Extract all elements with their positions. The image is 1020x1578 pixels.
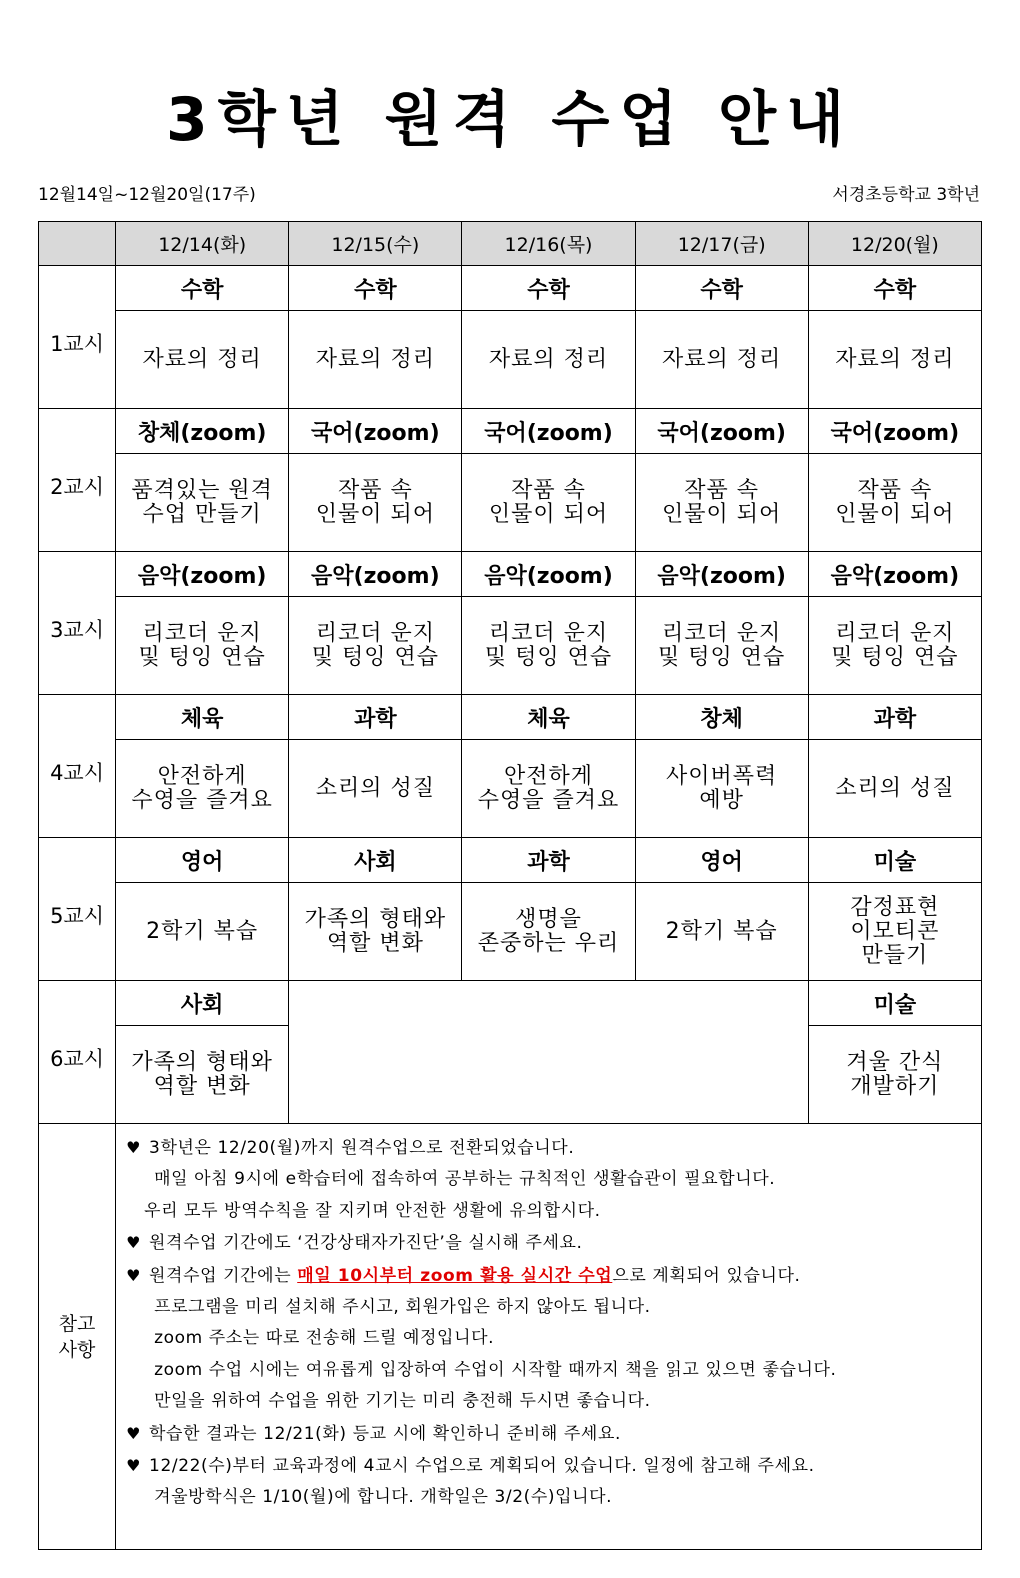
topic-line: 만들기 [861, 942, 929, 968]
note-line: zoom 수업 시에는 여유롭게 입장하여 수업이 시작할 때까지 책을 읽고 있으면 좋습니다. [154, 1359, 837, 1380]
topic-cell [289, 454, 462, 552]
note-line: 프로그램을 미리 설치해 주시고, 회원가입은 하지 않아도 됩니다. [154, 1297, 651, 1318]
topic-cell [635, 740, 808, 838]
topic-cell: 자료의 정리 [116, 311, 289, 409]
topic-cell [116, 597, 289, 695]
header-corner [39, 222, 116, 266]
topic-cell: 2학기 복습 [635, 883, 808, 981]
topic-line: 인물이 되어 [488, 501, 609, 527]
subject-cell: 체육 [462, 695, 635, 740]
topic-cell [808, 597, 981, 695]
subject-cell: 사회 [289, 838, 462, 883]
topic-line: 개발하기 [850, 1073, 940, 1099]
page-title: 3학년 원격 수업 안내 [165, 85, 855, 155]
subject-cell: 체육 [116, 695, 289, 740]
heart-icon: ♥ [126, 1138, 142, 1157]
topic-cell [808, 1026, 981, 1124]
subject-cell: 미술 [808, 981, 981, 1026]
topic-line: 겨울 간식 [846, 1049, 944, 1075]
topic-line: 리코더 운지 [315, 620, 435, 646]
schedule-table [38, 221, 982, 1550]
topic-row [39, 597, 982, 695]
note-line: 겨울방학식은 1/10(월)에 합니다. 개학일은 3/2(수)입니다. [154, 1487, 613, 1508]
topic-cell: 자료의 정리 [462, 311, 635, 409]
topic-row [39, 740, 982, 838]
note-line: 우리 모두 방역수칙을 잘 지키며 안전한 생활에 유의합시다. [144, 1200, 601, 1221]
subject-cell: 국어(zoom) [635, 409, 808, 454]
note-line: 매일 아침 9시에 e학습터에 접속하여 공부하는 규칙적인 생활습관이 필요합니다. [154, 1169, 776, 1190]
topic-line: 사이버폭력 [666, 763, 778, 789]
subject-cell: 과학 [289, 695, 462, 740]
subject-cell: 수학 [462, 266, 635, 311]
topic-cell: 2학기 복습 [116, 883, 289, 981]
topic-line: 예방 [699, 787, 744, 813]
subject-cell: 영어 [635, 838, 808, 883]
day-header: 12/15(수) [289, 222, 462, 266]
topic-line: 역할 변화 [153, 1073, 251, 1099]
period-label-text: 1교시 [50, 332, 104, 356]
topic-row [39, 454, 982, 552]
topic-line: 작품 속 [684, 477, 760, 503]
topic-line: 인물이 되어 [835, 501, 955, 527]
notes-content [116, 1124, 982, 1550]
period-label-text: 6교시 [50, 1047, 104, 1071]
topic-cell: 소리의 성질 [289, 740, 462, 838]
empty-cell [289, 981, 809, 1124]
topic-cell [289, 597, 462, 695]
topic-line: 리코더 운지 [835, 620, 955, 646]
school-name: 서경초등학교 3학년 [832, 185, 980, 205]
subject-cell: 과학 [808, 695, 981, 740]
period-label [39, 695, 116, 838]
subject-cell: 수학 [635, 266, 808, 311]
topic-line: 품격있는 원격 [131, 477, 273, 503]
topic-line: 리코더 운지 [142, 620, 262, 646]
topic-cell [635, 597, 808, 695]
notes-label-line: 참고 [58, 1312, 96, 1335]
topic-cell [462, 597, 635, 695]
topic-line: 수영을 즐겨요 [477, 787, 620, 813]
subject-cell: 국어(zoom) [462, 409, 635, 454]
note-line: ♥ 원격수업 기간에는 매일 10시부터 zoom 활용 실시간 수업으로 계획되어 있습니다. [126, 1265, 801, 1286]
note-line: ♥ 12/22(수)부터 교육과정에 4교시 수업으로 계획되어 있습니다. 일정에 참고해 주세요. [126, 1456, 815, 1477]
period-label-text: 2교시 [50, 475, 104, 499]
heart-icon: ♥ [126, 1456, 142, 1476]
topic-cell [116, 454, 289, 552]
subject-cell: 미술 [808, 838, 981, 883]
subject-cell: 음악(zoom) [462, 552, 635, 597]
topic-line: 및 텅잉 연습 [484, 644, 613, 670]
subject-cell: 창체 [635, 695, 808, 740]
period-label [39, 552, 116, 695]
note-line: ♥ 3학년은 12/20(월)까지 원격수업으로 전환되었습니다. [126, 1138, 575, 1158]
topic-line: 작품 속 [337, 477, 413, 503]
topic-line: 및 텅잉 연습 [311, 644, 439, 670]
topic-line: 및 텅잉 연습 [831, 644, 959, 670]
subject-cell: 수학 [808, 266, 981, 311]
notes-label-line: 사항 [58, 1338, 96, 1361]
day-header: 12/14(화) [116, 222, 289, 266]
topic-line: 및 텅잉 연습 [138, 644, 266, 670]
period-label [39, 266, 116, 409]
topic-cell: 소리의 성질 [808, 740, 981, 838]
topic-row [39, 883, 982, 981]
note-line: 만일을 위하여 수업을 위한 기기는 미리 충전해 두시면 좋습니다. [154, 1391, 651, 1412]
heart-icon: ♥ [126, 1265, 142, 1285]
topic-line: 생명을 [515, 906, 582, 932]
topic-line: 감정표현 [850, 894, 940, 920]
subject-row [39, 266, 982, 311]
subject-cell: 수학 [289, 266, 462, 311]
topic-line: 인물이 되어 [662, 501, 782, 527]
note-line: ♥ 학습한 결과는 12/21(화) 등교 시에 확인하니 준비해 주세요. [126, 1423, 621, 1444]
topic-line: 이모티콘 [850, 918, 940, 944]
subject-row [39, 409, 982, 454]
topic-line: 작품 속 [857, 477, 933, 503]
topic-line: 역할 변화 [326, 930, 424, 956]
period-label [39, 838, 116, 981]
subject-row [39, 838, 982, 883]
period-label [39, 981, 116, 1124]
subject-cell: 음악(zoom) [635, 552, 808, 597]
subject-cell: 음악(zoom) [808, 552, 981, 597]
period-label-text: 5교시 [50, 904, 104, 928]
period-label-text: 3교시 [50, 618, 104, 642]
topic-cell [462, 454, 635, 552]
subject-cell: 국어(zoom) [289, 409, 462, 454]
topic-line: 안전하게 [157, 763, 247, 789]
subject-cell: 창체(zoom) [116, 409, 289, 454]
subject-cell: 수학 [116, 266, 289, 311]
subject-cell: 국어(zoom) [808, 409, 981, 454]
day-header: 12/20(월) [808, 222, 981, 266]
topic-cell [462, 883, 635, 981]
period-label-text: 4교시 [50, 761, 104, 785]
topic-cell [116, 740, 289, 838]
subject-cell: 과학 [462, 838, 635, 883]
topic-line: 및 텅잉 연습 [658, 644, 786, 670]
subject-cell: 음악(zoom) [289, 552, 462, 597]
topic-line: 가족의 형태와 [131, 1049, 273, 1075]
topic-cell [462, 740, 635, 838]
topic-line: 작품 속 [511, 477, 586, 503]
topic-cell: 자료의 정리 [635, 311, 808, 409]
day-header: 12/16(목) [462, 222, 635, 266]
topic-line: 존중하는 우리 [477, 930, 620, 956]
topic-cell [635, 454, 808, 552]
topic-line: 수업 만들기 [142, 501, 262, 527]
date-range: 12월14일~12월20일(17주) [38, 185, 256, 205]
topic-cell [116, 1026, 289, 1124]
topic-cell: 자료의 정리 [289, 311, 462, 409]
topic-cell [808, 454, 981, 552]
day-header: 12/17(금) [635, 222, 808, 266]
note-line: ♥ 원격수업 기간에도 ‘건강상태자가진단’을 실시해 주세요. [126, 1233, 583, 1254]
subject-cell: 사회 [116, 981, 289, 1026]
topic-cell [289, 883, 462, 981]
heart-icon: ♥ [126, 1233, 142, 1253]
subject-row [39, 695, 982, 740]
subject-cell: 음악(zoom) [116, 552, 289, 597]
notes-label [39, 1124, 116, 1550]
subject-row [39, 552, 982, 597]
topic-line: 안전하게 [504, 763, 594, 789]
header-row [39, 222, 982, 266]
notes-row [39, 1124, 982, 1550]
topic-line: 가족의 형태와 [304, 906, 447, 932]
subject-cell: 영어 [116, 838, 289, 883]
topic-line: 수영을 즐겨요 [131, 787, 273, 813]
topic-cell [808, 883, 981, 981]
topic-row [39, 311, 982, 409]
topic-line: 리코더 운지 [488, 620, 609, 646]
topic-cell: 자료의 정리 [808, 311, 981, 409]
heart-icon: ♥ [126, 1423, 142, 1443]
subject-row [39, 981, 982, 1026]
period-label [39, 409, 116, 552]
topic-line: 인물이 되어 [315, 501, 435, 527]
highlight-text: 매일 10시부터 zoom 활용 실시간 수업 [297, 1265, 613, 1286]
topic-line: 리코더 운지 [662, 620, 782, 646]
note-line: zoom 주소는 따로 전송해 드릴 예정입니다. [154, 1328, 495, 1349]
